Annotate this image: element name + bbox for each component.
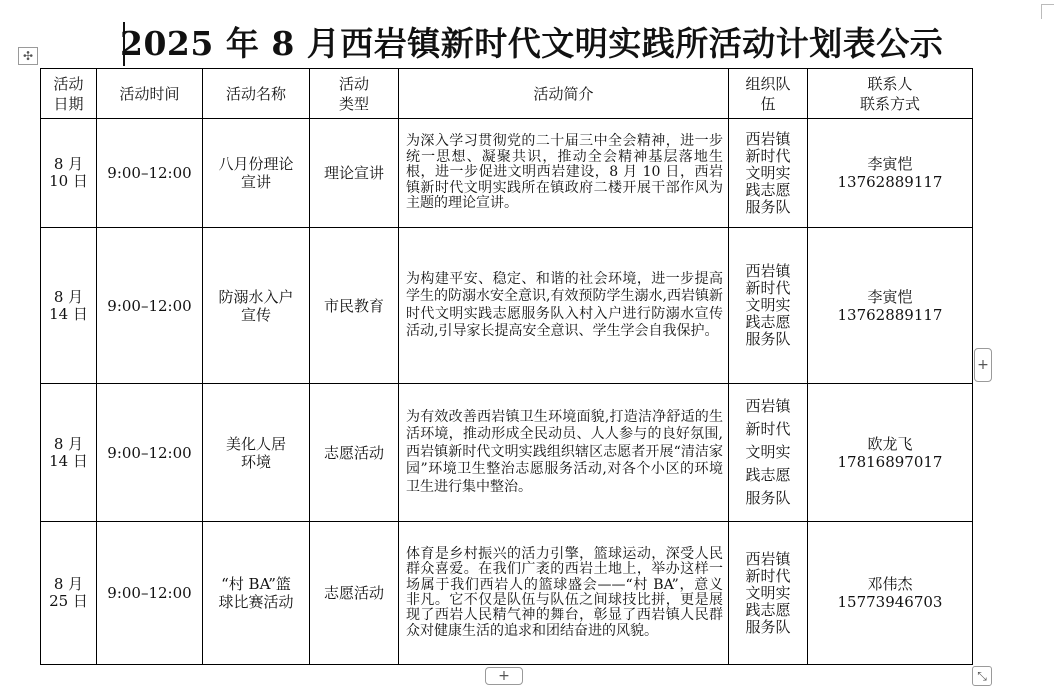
resize-diagonal-icon[interactable]: ⤡ [972, 666, 992, 686]
contact-phone: 17816897017 [837, 452, 943, 471]
cell-description[interactable]: 体育是乡村振兴的活力引擎，篮球运动，深受人民群众喜爱。在我们广袤的西岩土地上，举办这样一场属于我们西岩人的篮球盛会——“村 BA”，意义非凡。它不仅是队伍与队伍之间球技比拼，更是展现了西岩人民精气神的舞台，彰显了西岩镇人民群众对健康生活的追求和团结奋进的风貌。 [399, 522, 729, 665]
contact-phone: 13762889117 [837, 305, 943, 324]
cell-contact[interactable] [808, 522, 973, 665]
cell-date[interactable]: 8 月 14 日 [41, 384, 97, 522]
cell-organizer[interactable]: 西岩镇 新时代 文明实 践志愿 服务队 [729, 119, 808, 228]
table-row [41, 228, 973, 384]
contact-phone: 15773946703 [837, 593, 943, 611]
header-type[interactable]: 活动 类型 [310, 69, 399, 119]
contact-name: 李寅恺 [867, 287, 913, 306]
cell-contact[interactable] [808, 384, 973, 522]
table-row [41, 119, 973, 228]
cell-contact[interactable] [808, 119, 973, 228]
cell-time[interactable]: 9:00–12:00 [97, 384, 203, 522]
header-time[interactable]: 活动时间 [97, 69, 203, 119]
cell-organizer[interactable]: 西岩镇 新时代 文明实 践志愿 服务队 [729, 228, 808, 384]
cell-date[interactable]: 8 月 10 日 [41, 119, 97, 228]
contact-name: 欧龙飞 [867, 434, 913, 453]
cell-time[interactable]: 9:00–12:00 [97, 119, 203, 228]
cell-organizer[interactable]: 西岩镇 新时代 文明实 践志愿 服务队 [729, 384, 808, 522]
page-corner-mark [1041, 4, 1054, 19]
add-row-plus-icon[interactable]: + [974, 348, 992, 382]
table-header-row [41, 69, 973, 119]
header-name[interactable]: 活动名称 [203, 69, 310, 119]
header-date[interactable]: 活动 日期 [41, 69, 97, 119]
cell-name[interactable]: 防溺水入户 宣传 [203, 228, 310, 384]
cell-organizer[interactable]: 西岩镇 新时代 文明实 践志愿 服务队 [729, 522, 808, 665]
move-arrows-icon[interactable]: ✣ [18, 47, 38, 65]
cell-type[interactable]: 市民教育 [310, 228, 399, 384]
cell-date[interactable]: 8 月 25 日 [41, 522, 97, 665]
cell-time[interactable]: 9:00–12:00 [97, 522, 203, 665]
cell-time[interactable]: 9:00–12:00 [97, 228, 203, 384]
contact-name: 邓伟杰 [867, 575, 913, 593]
header-organizer[interactable]: 组织队 伍 [729, 69, 808, 119]
header-contact[interactable]: 联系人 联系方式 [808, 69, 973, 119]
cell-type[interactable]: 志愿活动 [310, 384, 399, 522]
activity-plan-table [40, 68, 973, 665]
cell-name[interactable]: “村 BA”篮 球比赛活动 [203, 522, 310, 665]
contact-phone: 13762889117 [837, 173, 943, 191]
cell-contact[interactable] [808, 228, 973, 384]
cell-name[interactable]: 八月份理论 宣讲 [203, 119, 310, 228]
add-column-plus-icon[interactable]: + [485, 667, 523, 685]
cell-date[interactable]: 8 月 14 日 [41, 228, 97, 384]
cell-description[interactable]: 为有效改善西岩镇卫生环境面貌,打造洁净舒适的生活环境，推动形成全民动员、人人参与的良好氛围,西岩镇新时代文明实践组织辖区志愿者开展“清洁家园”环境卫生整治志愿服务活动,对各个小区的环境卫生进行集中整治。 [399, 384, 729, 522]
table-row [41, 384, 973, 522]
cell-type[interactable]: 理论宣讲 [310, 119, 399, 228]
cell-name[interactable]: 美化人居 环境 [203, 384, 310, 522]
cell-type[interactable]: 志愿活动 [310, 522, 399, 665]
document-title[interactable]: 2025 年 8 月西岩镇新时代文明实践所活动计划表公示 [120, 24, 944, 63]
contact-name: 李寅恺 [867, 155, 913, 173]
header-description[interactable]: 活动简介 [399, 69, 729, 119]
cell-description[interactable]: 为构建平安、稳定、和谐的社会环境，进一步提高学生的防溺水安全意识,有效预防学生溺水,西岩镇新时代文明实践志愿服务队入村入户进行防溺水宣传活动,引导家长提高安全意识、学生学会自我保护。 [399, 228, 729, 384]
cell-description[interactable]: 为深入学习贯彻党的二十届三中全会精神，进一步统一思想、凝聚共识，推动全会精神基层落地生根，进一步促进文明西岩建设，8 月 10 日，西岩镇新时代文明实践所在镇政府二楼开展干部作风为主题的理论宣讲。 [399, 119, 729, 228]
table-row [41, 522, 973, 665]
